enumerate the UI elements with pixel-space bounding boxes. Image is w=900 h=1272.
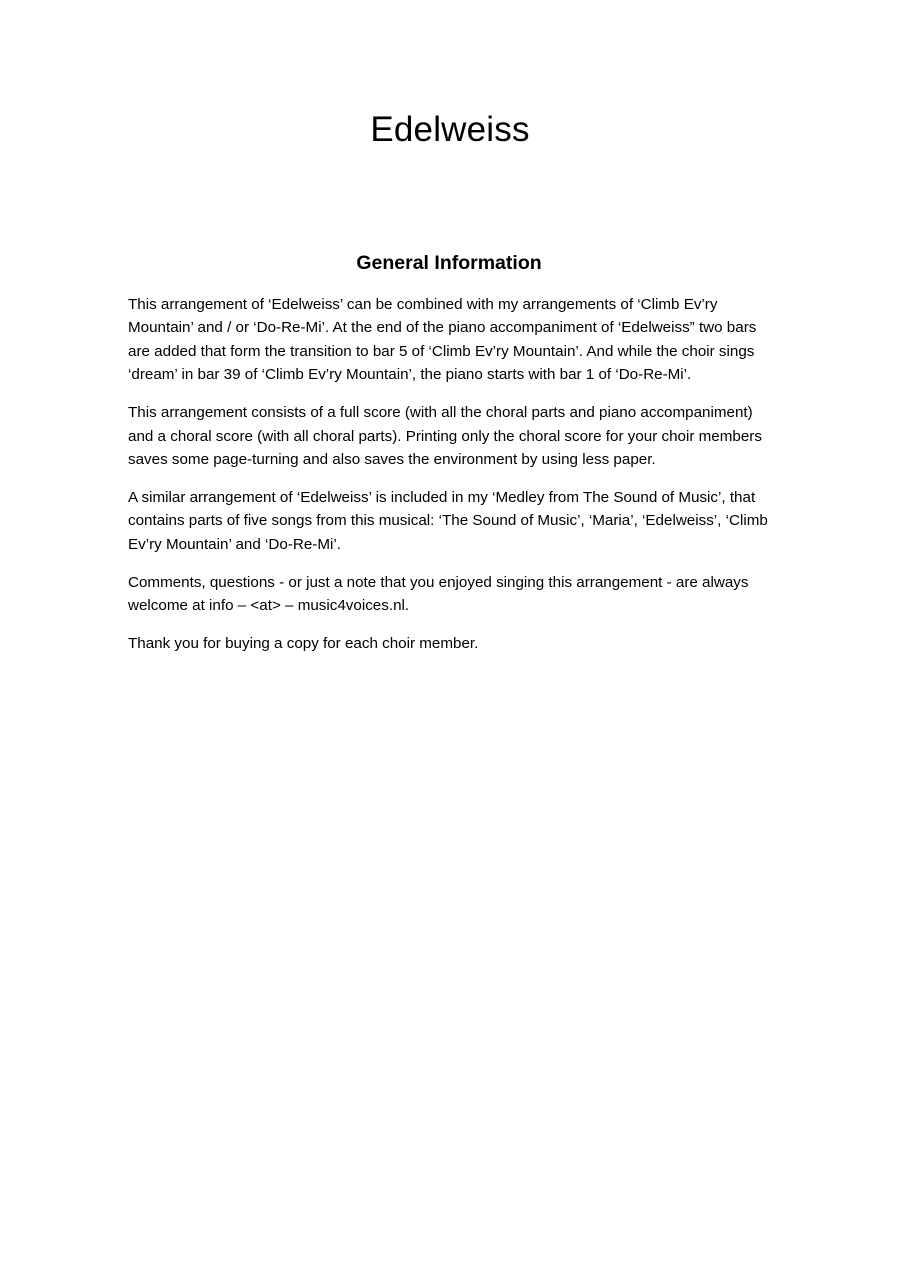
paragraph-thanks: Thank you for buying a copy for each choir member. <box>128 635 479 653</box>
paragraph-combination: This arrangement of ‘Edelweiss’ can be combined with my arrangements of ‘Climb Ev’ry Mountain’ and / or ‘Do-Re-Mi’. At the end of the piano accompaniment of ‘Edelweiss” two bars are added that form the transition to bar 5 of ‘Climb Ev’ry Mountain’. And while the choir sings ‘dream’ in bar 39 of ‘Climb Ev’ry Mountain’, the piano starts with bar 1 of ‘Do-Re-Mi’. <box>128 296 757 384</box>
paragraph-score-contents: This arrangement consists of a full score (with all the choral parts and piano accompaniment) and a choral score (with all choral parts). Printing only the choral score for your choir members saves some page-turning and also saves the environment by using less paper. <box>128 404 762 469</box>
body-text <box>128 293 778 670</box>
document-title: Edelweiss <box>370 110 530 149</box>
paragraph-contact: Comments, questions - or just a note that you enjoyed singing this arrangement - are always welcome at info – <at> – music4voices.nl. <box>128 573 749 615</box>
paragraph-medley: A similar arrangement of ‘Edelweiss’ is included in my ‘Medley from The Sound of Music’, that contains parts of five songs from this musical: ‘The Sound of Music’, ‘Maria’, ‘Edelweiss’, ‘Climb Ev’ry Mountain’ and ‘Do-Re-Mi’. <box>128 489 768 553</box>
section-heading: General Information <box>356 252 542 274</box>
